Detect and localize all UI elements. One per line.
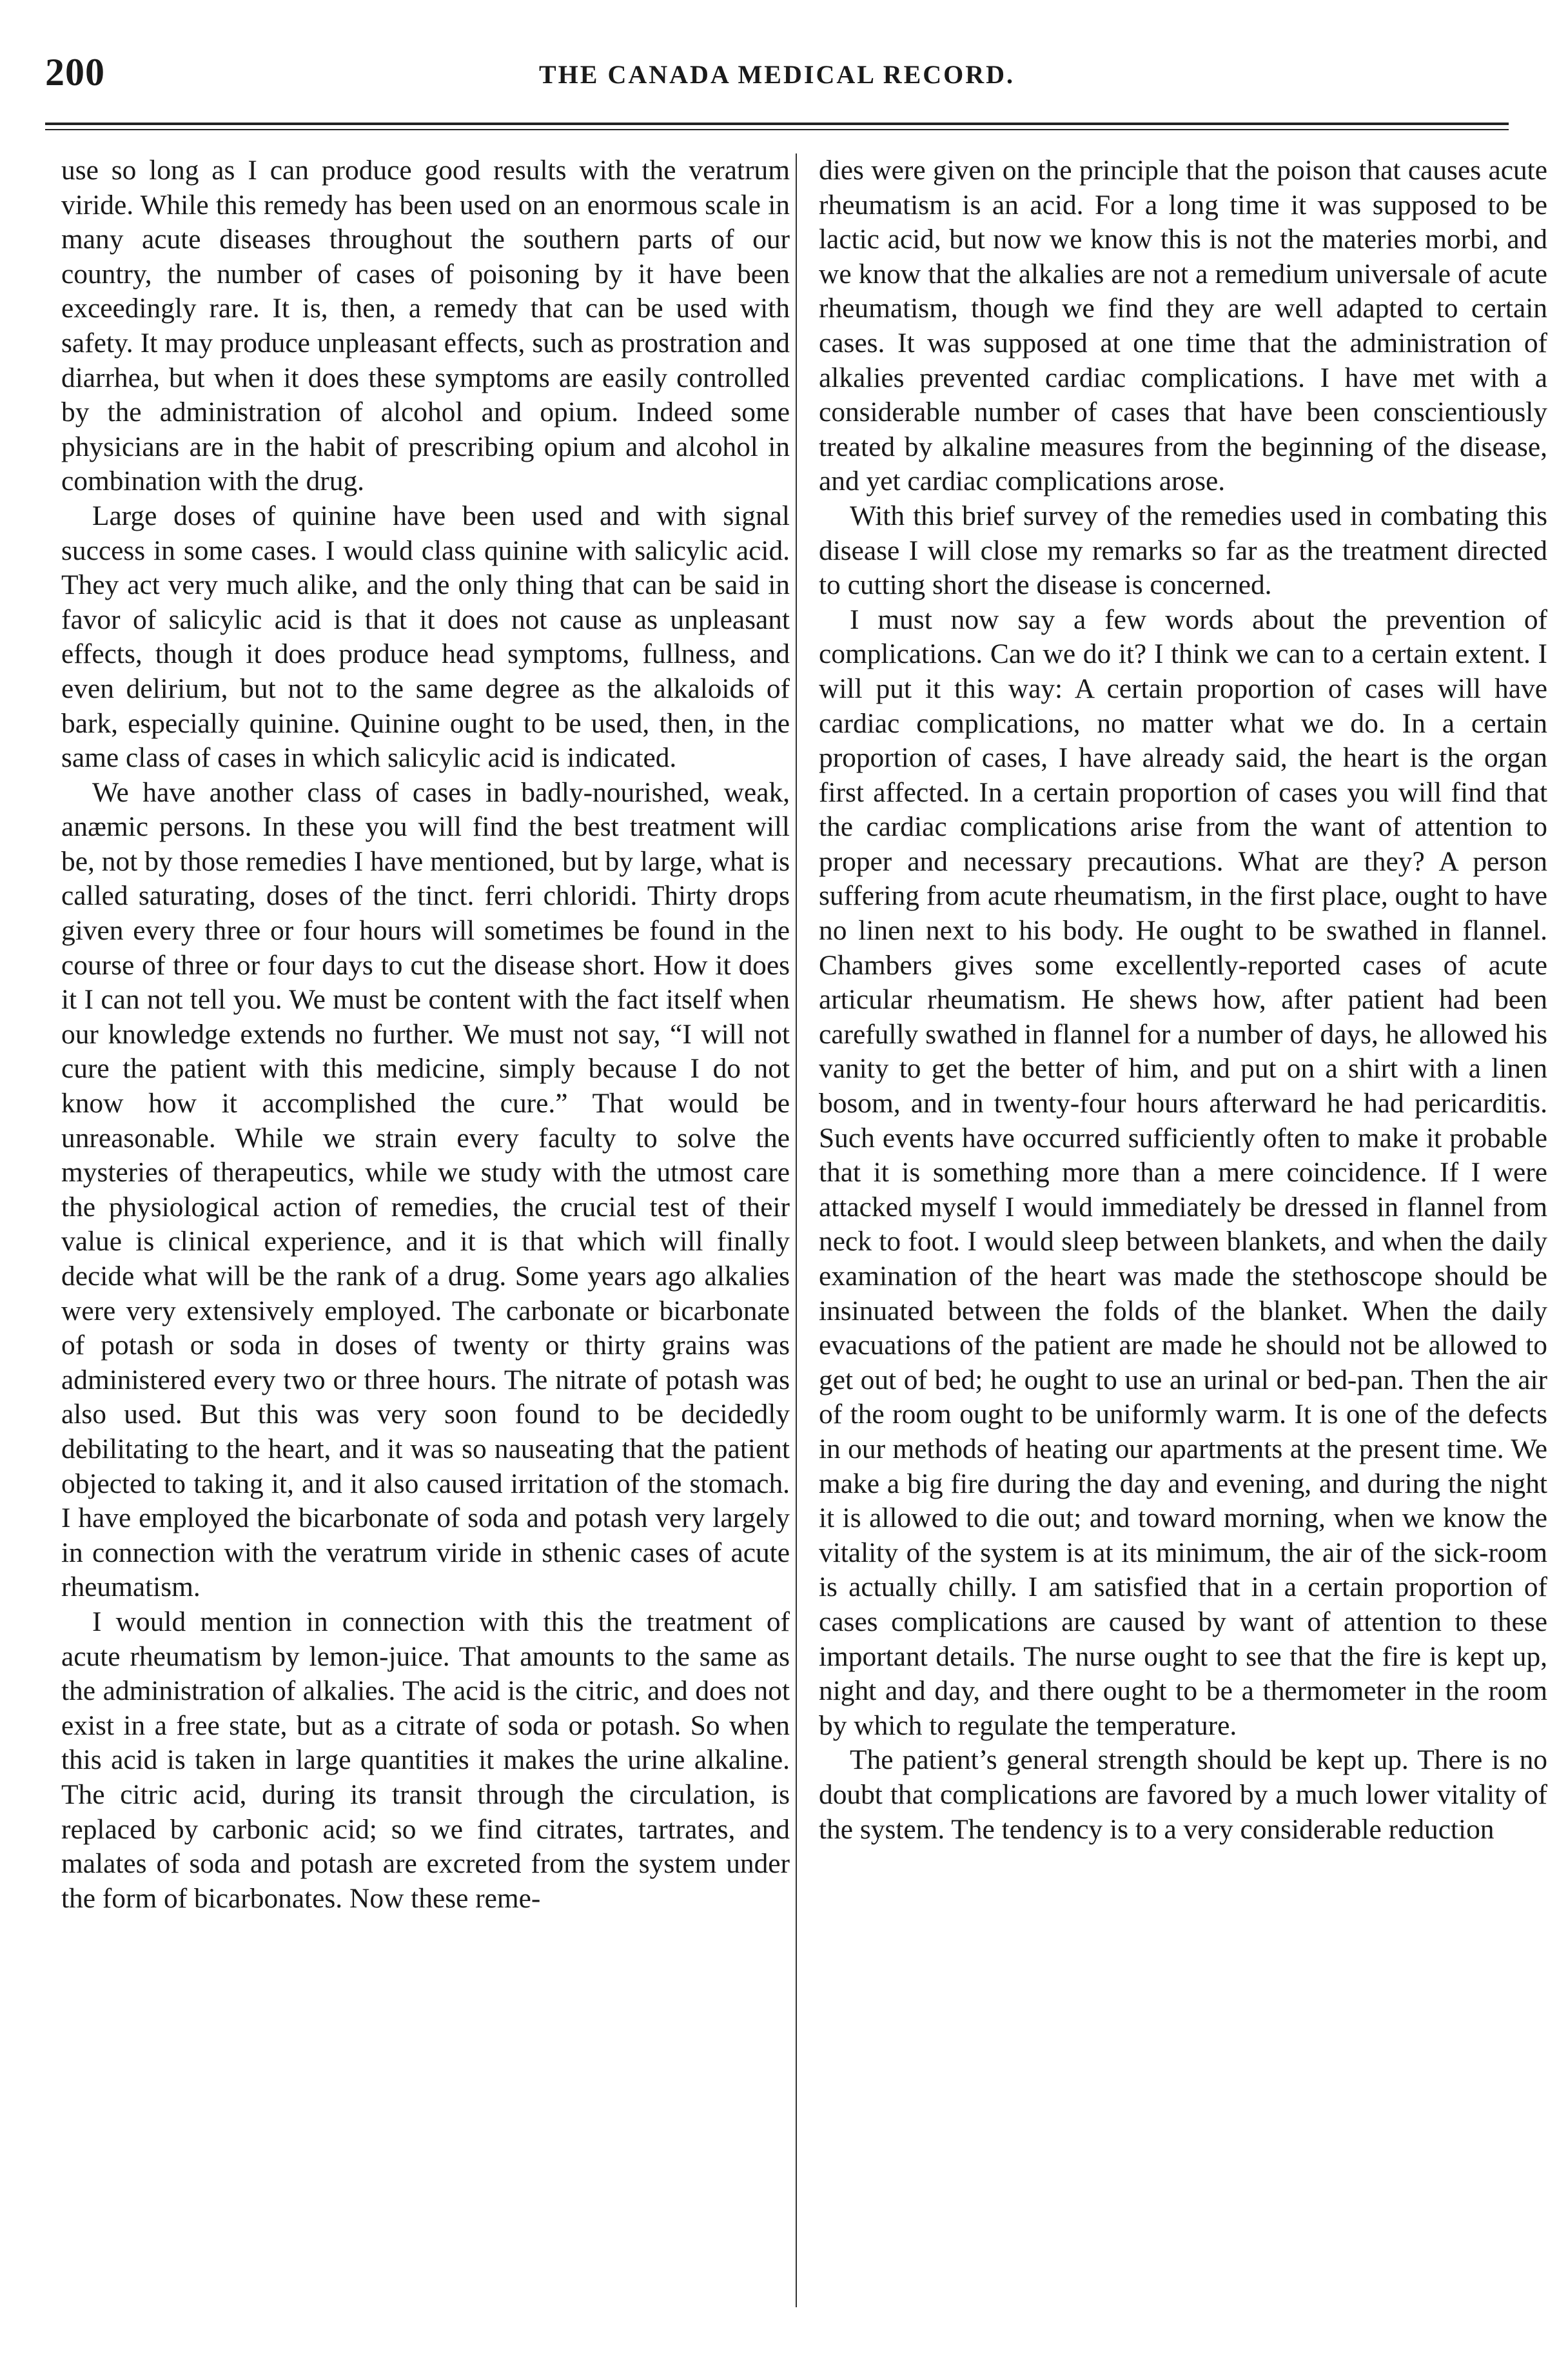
paragraph: I must now say a few words about the prevention of complications. Can we do it? I think we can to a certain extent. I will put it this way: A certain proportion of cases will have cardiac complications, no matter what we do. In a certain proportion of cases, I have already said, the heart is the organ first affected. In a certain proportion of cases you will find that the cardiac complications arise from the want of attention to proper and necessary precautions. What are they? A person suffering from acute rheumatism, in the first place, ought to have no linen next to his body. He ought to be swathed in flannel. Chambers gives some excellently-reported cases of acute articular rheumatism. He shews how, after patient had been carefully swathed in flannel for a number of days, he allowed his vanity to get the better of him, and put on a shirt with a linen bosom, and in twenty-four hours afterward he had pericarditis. Such events have occurred sufficiently often to make it probable that it is something more than a mere coincidence. If I were attacked myself I would immediately be dressed in flannel from neck to foot. I would sleep between blankets, and when the daily examination of the heart was made the stethoscope should be insinuated between the folds of the blanket. When the daily evacuations of the patient are made he should not be allowed to get out of bed; he ought to use an urinal or bed-pan. Then the air of the room ought to be uniformly warm. It is one of the defects in our methods of heating our apartments at the present time. We make a big fire during the day and evening, and during the night it is allowed to die out; and toward morning, when we know the vitality of the system is at its minimum, the air of the sick-room is actually chilly. I am satisfied that in a certain proportion of cases complications are caused by want of attention to these important details. The nurse ought to see that the fire is kept up, night and day, and there ought to be a thermometer in the room by which to regulate the temperature. [819,604,1547,1741]
paragraph: The patient’s general strength should be kept up. There is no doubt that complications are favored by a much lower vitality of the system. The tendency is to a very considerable reduction [819,1744,1547,1845]
right-column [819,153,1547,1847]
column-divider [796,153,797,2307]
paragraph: We have another class of cases in badly-nourished, weak, anæmic persons. In these you will find the best treatment will be, not by those remedies I have mentioned, but by large, what is called saturating, doses of the tinct. ferri chloridi. Thirty drops given every three or four hours will sometimes be found in the course of three or four days to cut the disease short. How it does it I can not tell you. We must be content with the fact itself when our knowledge extends no further. We must not say, “I will not cure the patient with this medicine, simply because I do not know how it accomplished the cure.” That would be unreasonable. While we strain every faculty to solve the mysteries of therapeutics, while we study with the utmost care the physiological action of remedies, the crucial test of their value is clinical experience, and it is that which will finally decide what will be the rank of a drug. Some years ago alkalies were very extensively employed. The carbonate or bicarbonate of potash or soda in doses of twenty or thirty grains was administered every two or three hours. The nitrate of potash was also used. But this was very soon found to be decidedly debilitating to the heart, and it was so nauseating that the patient objected to taking it, and it also caused irritation of the stomach. I have employed the bicarbonate of soda and potash very largely in connection with the veratrum viride in sthenic cases of acute rheumatism. [61,776,790,1603]
page-header [45,50,1509,108]
paragraph: dies were given on the principle that the poison that causes acute rheumatism is an acid. For a long time it was supposed to be lactic acid, but now we know this is not the materies morbi, and we know that the alkalies are not a remedium universale of acute rheumatism, though we find they are well adapted to certain cases. It was supposed at one time that the administration of alkalies prevented cardiac complications. I have met with a considerable number of cases that have been conscientiously treated by alkaline measures from the beginning of the disease, and yet cardiac complications arose. [819,155,1547,497]
header-rule-thin [45,129,1509,130]
journal-title: THE CANADA MEDICAL RECORD. [538,60,1015,89]
paragraph: Large doses of quinine have been used and with signal success in some cases. I would class quinine with salicylic acid. They act very much alike, and the only thing that can be said in favor of salicylic acid is that it does not cause as unpleasant effects, though it does produce head symptoms, fullness, and even delirium, but not to the same degree as the alkaloids of bark, especially quinine. Quinine ought to be used, then, in the same class of cases in which salicylic acid is indicated. [61,500,790,774]
header-rule-thick [45,123,1509,125]
paragraph: use so long as I can produce good results with the veratrum viride. While this remedy has been used on an enormous scale in many acute diseases throughout the southern parts of our country, the number of cases of poisoning by it have been exceedingly rare. It is, then, a remedy that can be used with safety. It may produce unpleasant effects, such as prostration and diarrhea, but when it does these symptoms are easily controlled by the administration of alcohol and opium. Indeed some physicians are in the habit of prescribing opium and alcohol in combination with the drug. [61,155,790,497]
page-number: 200 [45,51,105,94]
paragraph: I would mention in connection with this the treatment of acute rheumatism by lemon-juice. That amounts to the same as the administration of alkalies. The acid is the citric, and does not exist in a free state, but as a citrate of soda or potash. So when this acid is taken in large quantities it makes the urine alkaline. The citric acid, during its transit through the circulation, is replaced by carbonic acid; so we find citrates, tartrates, and malates of soda and potash are excreted from the system under the form of bicarbonates. Now these reme- [61,1606,790,1914]
paragraph: With this brief survey of the remedies used in combating this disease I will close my remarks so far as the treatment directed to cutting short the disease is concerned. [819,500,1547,601]
left-column [61,153,790,1916]
